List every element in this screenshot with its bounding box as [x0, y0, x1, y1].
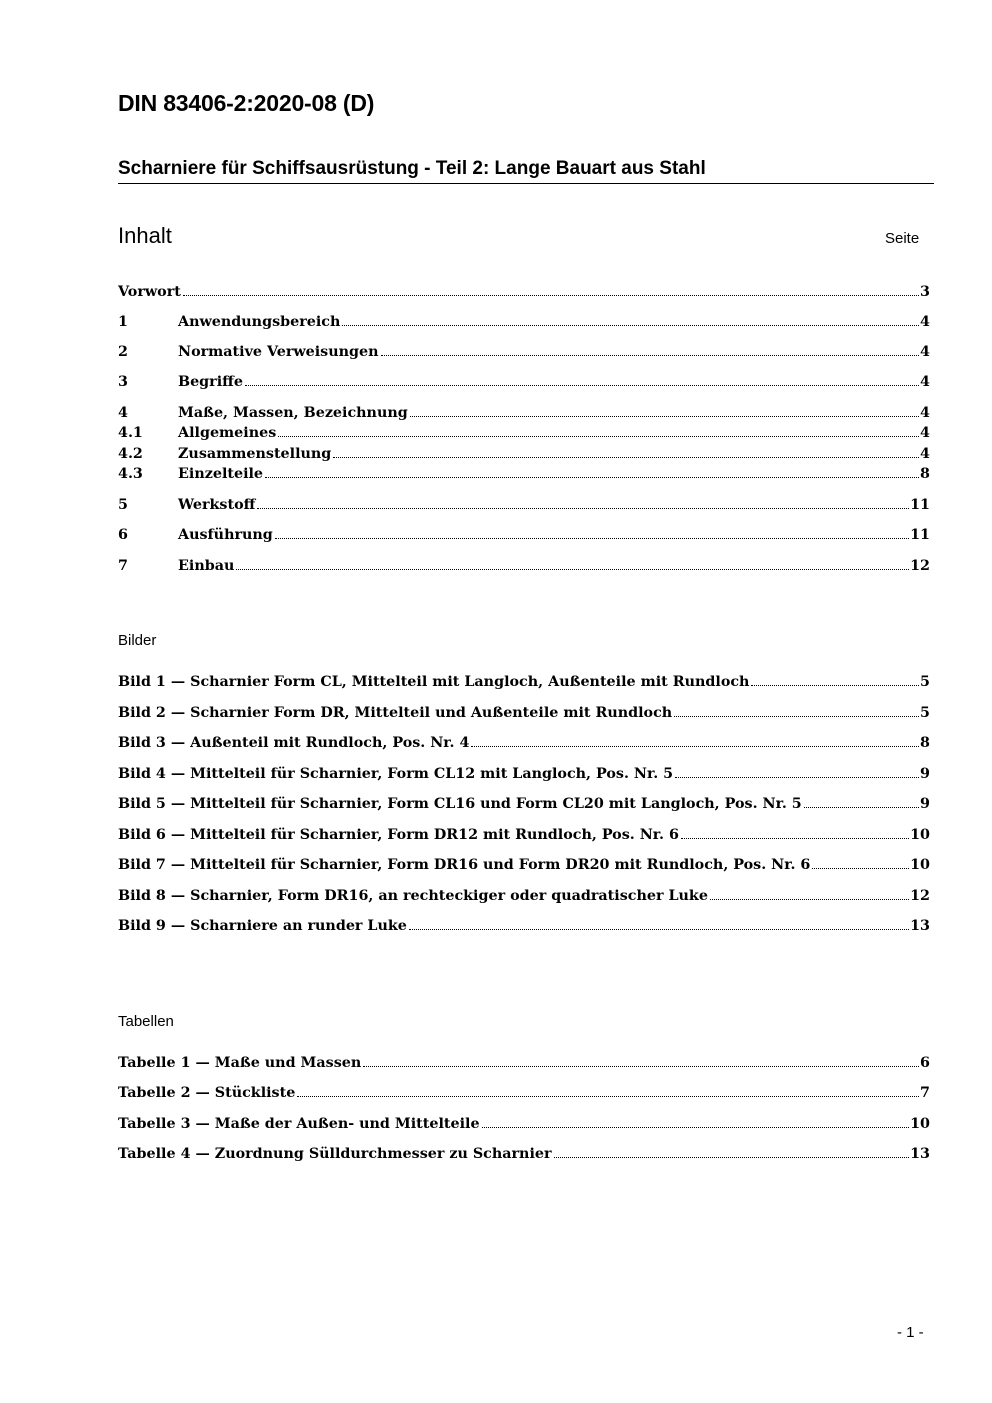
figure-entry-label: Bild 7 — Mittelteil für Scharnier, Form DR16 und Form DR20 mit Rundloch, Pos. Nr. 6 — [118, 857, 811, 873]
figure-entry-9[interactable] — [118, 914, 930, 934]
figures-heading: Bilder — [118, 632, 157, 649]
figure-entry-6[interactable] — [118, 823, 930, 843]
figure-entry-page: 10 — [910, 827, 930, 843]
toc-entry-page: 12 — [910, 558, 930, 574]
title-underline — [118, 183, 934, 184]
toc-entry-4-2[interactable] — [118, 442, 930, 462]
leader-dots — [675, 775, 919, 778]
figure-entry-label: Bild 8 — Scharnier, Form DR16, an rechteckiger oder quadratischer Luke — [118, 888, 708, 904]
leader-dots — [245, 383, 919, 386]
leader-dots — [409, 927, 909, 930]
figure-entry-7[interactable] — [118, 853, 930, 873]
table-entry-label: Tabelle 2 — Stückliste — [118, 1085, 296, 1101]
tables-heading: Tabellen — [118, 1013, 174, 1030]
toc-entry-number: 4.2 — [118, 446, 143, 462]
toc-entry-number: 4.3 — [118, 466, 143, 482]
table-entry-page: 13 — [910, 1146, 930, 1162]
figure-entry-label: Bild 6 — Mittelteil für Scharnier, Form DR12 mit Rundloch, Pos. Nr. 6 — [118, 827, 679, 843]
toc-entry-page: 4 — [920, 446, 930, 462]
toc-entry-7[interactable] — [118, 554, 930, 574]
table-entry-page: 7 — [920, 1085, 930, 1101]
toc-entry-number: 3 — [118, 374, 128, 390]
toc-entry-page: 4 — [920, 344, 930, 360]
toc-entry-number: 4.1 — [118, 425, 143, 441]
toc-entry-number: 6 — [118, 527, 128, 543]
figure-entry-page: 8 — [920, 735, 930, 751]
leader-dots — [183, 293, 919, 296]
toc-entry-page: 11 — [910, 527, 930, 543]
figure-entry-page: 10 — [910, 857, 930, 873]
table-entry-1[interactable] — [118, 1051, 930, 1071]
leader-dots — [381, 353, 920, 356]
toc-entry-label: Normative Verweisungen — [178, 344, 379, 360]
leader-dots — [482, 1125, 910, 1128]
toc-entry-page: 4 — [920, 374, 930, 390]
page-column-label: Seite — [885, 230, 920, 247]
toc-heading: Inhalt — [118, 223, 172, 248]
document-title: DIN 83406-2:2020-08 (D) — [118, 90, 375, 116]
table-entry-label: Tabelle 3 — Maße der Außen- und Mittelteile — [118, 1116, 480, 1132]
leader-dots — [751, 683, 919, 686]
figure-entry-5[interactable] — [118, 792, 930, 812]
leader-dots — [333, 455, 919, 458]
toc-entry-page: 4 — [920, 314, 930, 330]
figure-entry-4[interactable] — [118, 762, 930, 782]
table-entry-2[interactable] — [118, 1081, 930, 1101]
figure-entry-3[interactable] — [118, 731, 930, 751]
toc-entry-label: Werkstoff — [178, 497, 256, 513]
toc-entry-label: Einzelteile — [178, 466, 264, 482]
toc-entry-label: Zusammenstellung — [178, 446, 332, 462]
table-entry-label: Tabelle 4 — Zuordnung Sülldurchmesser zu Scharnier — [118, 1146, 552, 1162]
leader-dots — [554, 1155, 910, 1158]
toc-entry-label: Anwendungsbereich — [178, 314, 341, 330]
toc-entry-label: Allgemeines — [178, 425, 277, 441]
leader-dots — [710, 897, 909, 900]
leader-dots — [278, 434, 919, 437]
toc-entry-label: Vorwort — [118, 284, 181, 300]
leader-dots — [363, 1064, 919, 1067]
toc-entry-label: Begriffe — [178, 374, 243, 390]
figure-entry-page: 12 — [910, 888, 930, 904]
toc-entry-number: 4 — [118, 405, 128, 421]
leader-dots — [342, 323, 919, 326]
figure-entry-label: Bild 2 — Scharnier Form DR, Mittelteil und Außenteile mit Rundloch — [118, 705, 673, 721]
table-entry-page: 10 — [910, 1116, 930, 1132]
toc-entry-number: 2 — [118, 344, 128, 360]
toc-entry-label: Ausführung — [178, 527, 273, 543]
toc-entry-number: 7 — [118, 558, 128, 574]
toc-entry-vorwort[interactable] — [118, 280, 930, 300]
toc-entry-page: 11 — [910, 497, 930, 513]
toc-entry-3[interactable] — [118, 370, 930, 390]
table-entry-label: Tabelle 1 — Maße und Massen — [118, 1055, 362, 1071]
leader-dots — [275, 536, 909, 539]
toc-entry-6[interactable] — [118, 523, 930, 543]
figure-entry-8[interactable] — [118, 884, 930, 904]
figure-entry-page: 9 — [920, 766, 930, 782]
toc-entry-page: 4 — [920, 425, 930, 441]
leader-dots — [257, 506, 909, 509]
table-entry-page: 6 — [920, 1055, 930, 1071]
toc-entry-1[interactable] — [118, 310, 930, 330]
leader-dots — [681, 836, 909, 839]
leader-dots — [297, 1094, 919, 1097]
leader-dots — [236, 567, 909, 570]
leader-dots — [804, 805, 919, 808]
toc-entry-number: 1 — [118, 314, 128, 330]
toc-entry-4-1[interactable] — [118, 421, 930, 441]
leader-dots — [674, 714, 919, 717]
figure-entry-1[interactable] — [118, 670, 930, 690]
page-number: - 1 - — [897, 1324, 924, 1341]
toc-entry-number: 5 — [118, 497, 128, 513]
toc-entry-page: 4 — [920, 405, 930, 421]
figure-entry-label: Bild 3 — Außenteil mit Rundloch, Pos. Nr. 4 — [118, 735, 470, 751]
figure-entry-2[interactable] — [118, 701, 930, 721]
leader-dots — [812, 866, 909, 869]
figure-entry-label: Bild 5 — Mittelteil für Scharnier, Form CL16 und Form CL20 mit Langloch, Pos. Nr. 5 — [118, 796, 802, 812]
toc-entry-4-3[interactable] — [118, 462, 930, 482]
figure-entry-label: Bild 4 — Mittelteil für Scharnier, Form CL12 mit Langloch, Pos. Nr. 5 — [118, 766, 674, 782]
toc-entry-4[interactable] — [118, 401, 930, 421]
figure-entry-page: 5 — [920, 705, 930, 721]
figure-entry-label: Bild 9 — Scharniere an runder Luke — [118, 918, 407, 934]
document-subtitle: Scharniere für Schiffsausrüstung - Teil 2: Lange Bauart aus Stahl — [118, 158, 706, 179]
toc-entry-page: 8 — [920, 466, 930, 482]
table-entry-3[interactable] — [118, 1112, 930, 1132]
toc-entry-label: Maße, Massen, Bezeichnung — [178, 405, 408, 421]
figure-entry-page: 13 — [910, 918, 930, 934]
figure-entry-label: Bild 1 — Scharnier Form CL, Mittelteil mit Langloch, Außenteile mit Rundloch — [118, 674, 750, 690]
toc-entry-page: 3 — [920, 284, 930, 300]
leader-dots — [410, 414, 919, 417]
toc-entry-label: Einbau — [178, 558, 235, 574]
table-entry-4[interactable] — [118, 1142, 930, 1162]
leader-dots — [471, 744, 919, 747]
figure-entry-page: 5 — [920, 674, 930, 690]
leader-dots — [265, 475, 919, 478]
figure-entry-page: 9 — [920, 796, 930, 812]
toc-entry-2[interactable] — [118, 340, 930, 360]
toc-entry-5[interactable] — [118, 493, 930, 513]
